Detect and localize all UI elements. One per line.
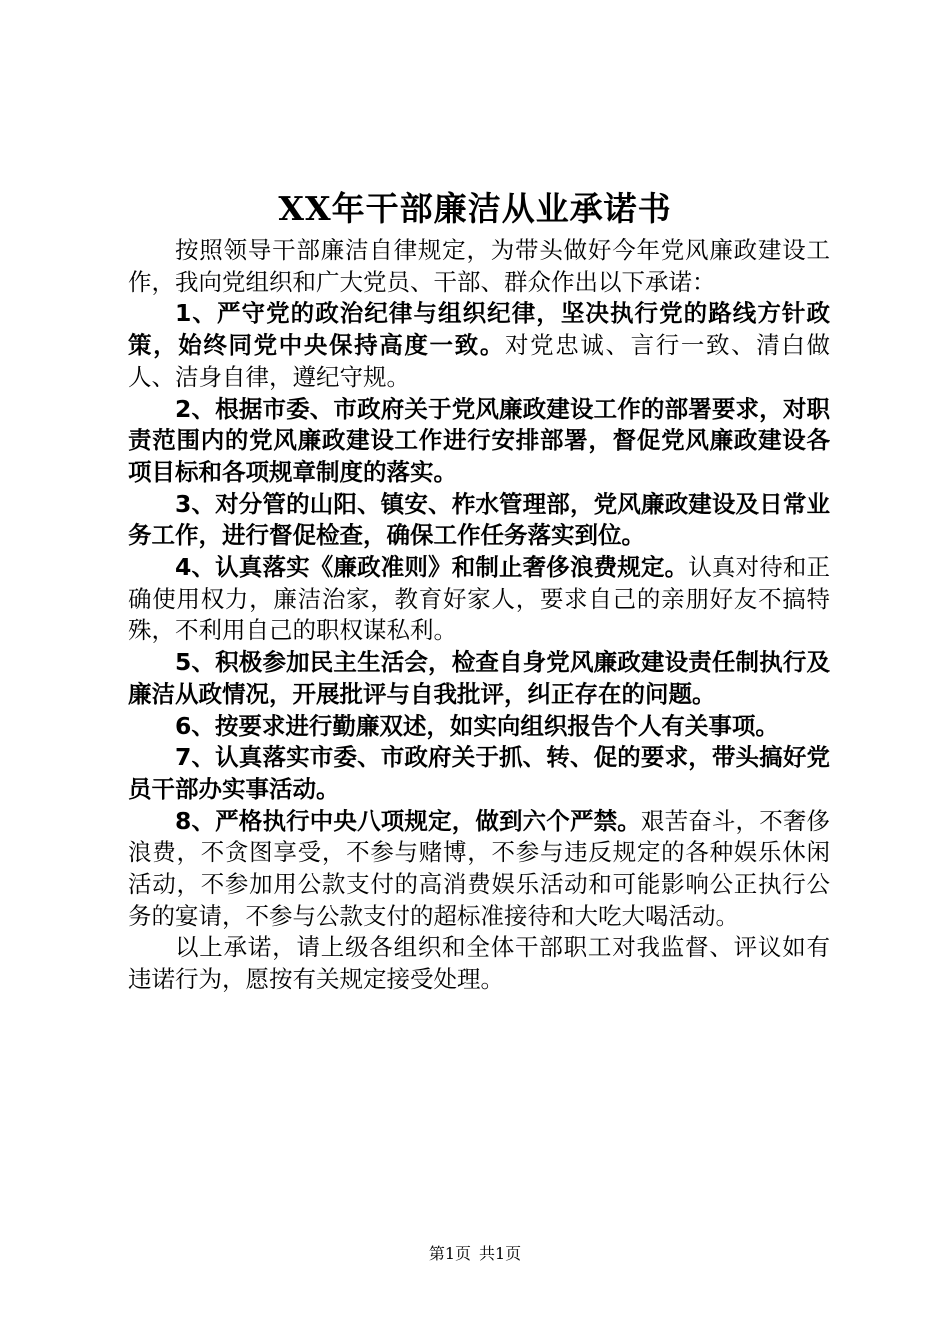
commitment-item-3 [128, 489, 830, 552]
item-lead-text: 1、严守党的政治纪律与组织纪律，坚决执行党的路线方针政策，始终同党中央保持高度一致。 [128, 299, 830, 360]
item-lead-text: 8、严格执行中央八项规定，做到六个严禁。 [175, 806, 641, 835]
page-number: 第1页 [428, 1244, 471, 1263]
item-lead-text: 5、积极参加民主生活会，检查自身党风廉政建设责任制执行及廉洁从政情况，开展批评与自我批评，纠正存在的问题。 [128, 648, 830, 708]
item-lead-text: 7、认真落实市委、市政府关于抓、转、促的要求，带头搞好党员干部办实事活动。 [128, 743, 830, 803]
commitment-item-2 [128, 394, 830, 489]
page-total: 共1页 [479, 1244, 522, 1263]
commitment-item-7 [128, 742, 830, 805]
item-detail-text: 对党忠诚、言行一致、清白做人、洁身自律，遵纪守规。 [128, 331, 831, 391]
commitment-item-6 [128, 711, 830, 743]
intro-paragraph: 按照领导干部廉洁自律规定，为带头做好今年党风廉政建设工作，我向党组织和广大党员、干部、群众作出以下承诺： [128, 236, 830, 296]
document-body [128, 235, 830, 996]
commitment-item-4 [128, 552, 830, 647]
item-lead-text: 6、按要求进行勤廉双述，如实向组织报告个人有关事项。 [175, 711, 779, 740]
document-title: XX年干部廉洁从业承诺书 [278, 189, 672, 228]
commitment-item-1 [128, 298, 830, 393]
item-detail-text: 艰苦奋斗，不奢侈浪费，不贪图享受，不参与赌博，不参与违反规定的各种娱乐休闲活动，不参加用公款支付的高消费娱乐活动和可能影响公正执行公务的宴请，不参与公款支付的超标准接待和大吃大喝活动。 [128, 806, 830, 930]
commitment-item-8 [128, 806, 830, 933]
closing-paragraph: 以上承诺，请上级各组织和全体干部职工对我监督、评议如有违诺行为，愿按有关规定接受处理。 [128, 933, 830, 994]
page-footer [0, 1243, 950, 1265]
item-lead-text: 2、根据市委、市政府关于党风廉政建设工作的部署要求，对职责范围内的党风廉政建设工作进行安排部署，督促党风廉政建设各项目标和各项规章制度的落实。 [128, 394, 830, 486]
item-lead-text: 3、对分管的山阳、镇安、柞水管理部，党风廉政建设及日常业务工作，进行督促检查，确保工作任务落实到位。 [128, 489, 830, 550]
item-lead-text: 4、认真落实《廉政准则》和制止奢侈浪费规定。 [175, 553, 689, 582]
commitment-item-5 [128, 647, 830, 710]
item-detail-text: 认真对待和正确使用权力，廉洁治家，教育好家人，要求自己的亲朋好友不搞特殊，不利用自己的职权谋私利。 [128, 553, 831, 645]
